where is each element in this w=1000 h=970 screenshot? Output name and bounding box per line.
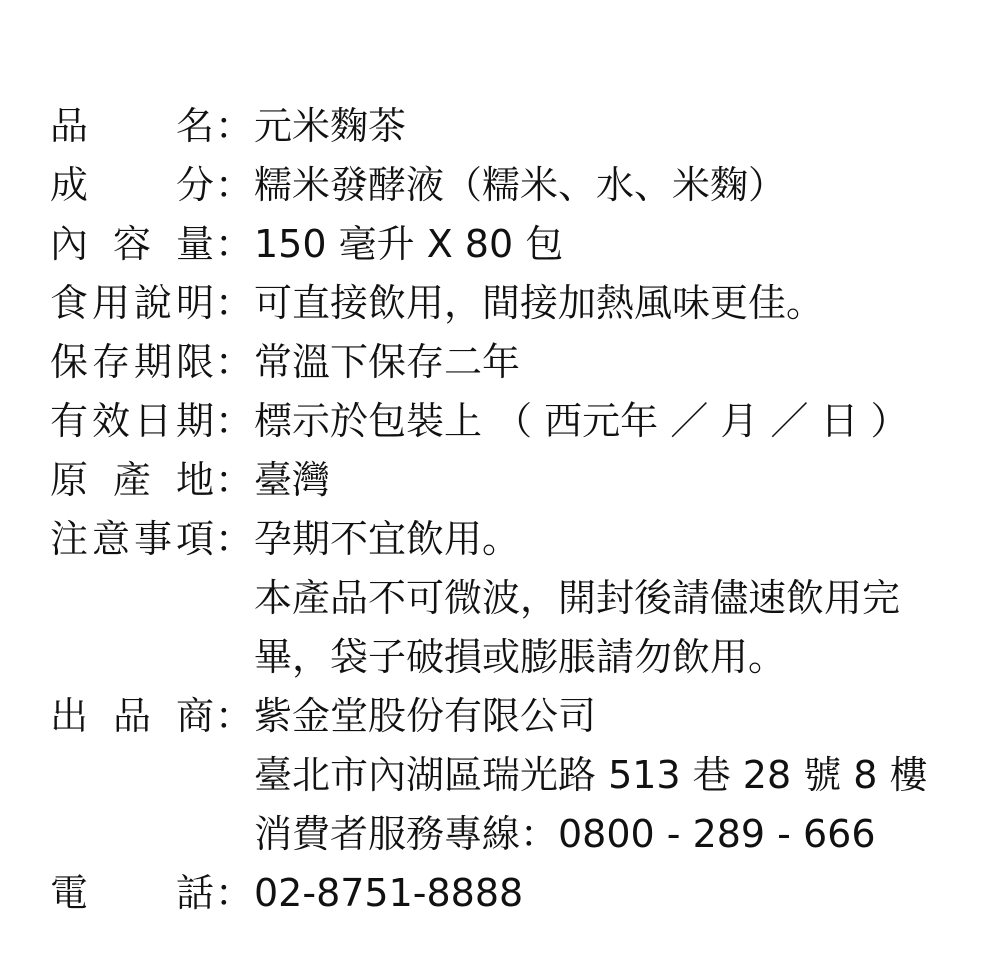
row-product-name: [50, 97, 406, 155]
manufacturer-value: 紫金堂股份有限公司: [254, 694, 597, 738]
colon: ：: [214, 871, 253, 915]
field-label: 食 用 說 明: [50, 281, 214, 325]
row-origin: [50, 451, 330, 509]
row-expiry: [50, 392, 909, 450]
colon: ：: [214, 104, 253, 148]
field-label: 原 產 地: [50, 458, 214, 502]
row-usage: [50, 274, 824, 332]
notes-line-3: 畢，袋子破損或膨脹請勿飲用。: [254, 635, 787, 679]
colon: ：: [214, 281, 253, 325]
field-label: 電 話: [50, 871, 214, 915]
notes-line-2: 本產品不可微波，開封後請儘速飲用完: [254, 576, 901, 620]
colon: ：: [214, 163, 253, 207]
field-label: 成 分: [50, 163, 214, 207]
field-label: 注 意 事 項: [50, 517, 214, 561]
row-ingredients: [50, 156, 786, 214]
colon: ：: [214, 340, 253, 384]
field-label: 保 存 期 限: [50, 340, 214, 384]
colon: ：: [214, 517, 253, 561]
colon: ：: [214, 222, 253, 266]
shelf-life-value: 常溫下保存二年: [254, 340, 521, 384]
manufacturer-address: 臺北市內湖區瑞光路 513 巷 28 號 8 樓: [254, 753, 928, 797]
field-label: 出 品 商: [50, 694, 214, 738]
notes-value: 孕期不宜飲用。: [254, 517, 521, 561]
customer-service-line: 消費者服務專線：0800 - 289 - 666: [254, 812, 876, 856]
colon: ：: [214, 458, 253, 502]
expiry-value: 標示於包裝上 （ 西元年 ／ 月 ／ 日 ）: [254, 399, 909, 443]
field-label: 內 容 量: [50, 222, 214, 266]
phone-value: 02-8751-8888: [254, 871, 524, 915]
row-phone: [50, 864, 523, 922]
ingredients-value: 糯米發酵液（糯米、水、米麴）: [254, 163, 787, 207]
colon: ：: [214, 399, 253, 443]
row-notes: [50, 510, 520, 568]
product-name-value: 元米麴茶: [254, 104, 407, 148]
field-label: 有 效 日 期: [50, 399, 214, 443]
row-net-content: [50, 215, 563, 273]
field-label: 品 名: [50, 104, 214, 148]
usage-value: 可直接飲用，間接加熱風味更佳。: [254, 281, 825, 325]
origin-value: 臺灣: [254, 458, 331, 502]
row-shelf-life: [50, 333, 520, 391]
colon: ：: [214, 694, 253, 738]
net-content-value: 150 毫升 X 80 包: [254, 222, 564, 266]
row-manufacturer: [50, 687, 596, 745]
